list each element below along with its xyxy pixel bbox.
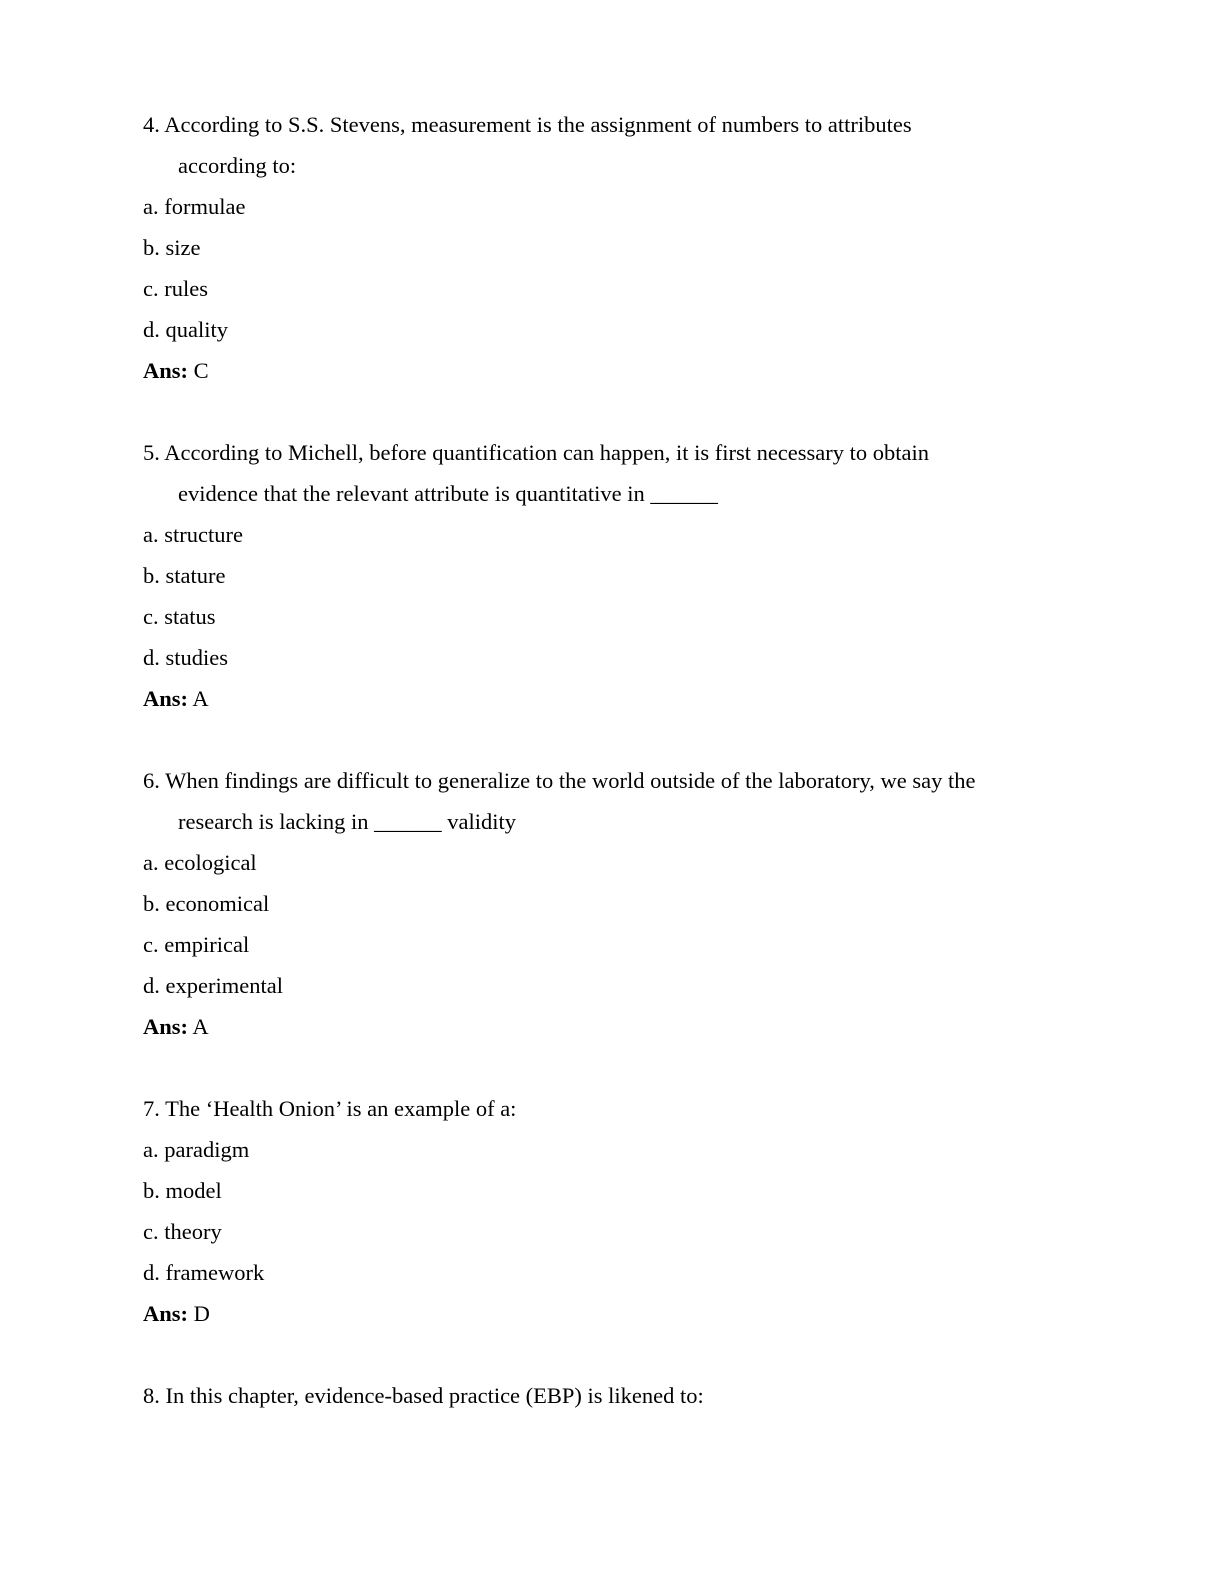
option-a: a. ecological (143, 850, 257, 875)
option-b: b. model (143, 1178, 222, 1203)
option-a: a. paradigm (143, 1137, 250, 1162)
option-c: c. theory (143, 1219, 222, 1244)
question-6 (143, 760, 1083, 1047)
question-stem: 7. The ‘Health Onion’ is an example of a: (143, 1096, 517, 1121)
question-stem: 6. When findings are difficult to generalize to the world outside of the laboratory, we say the (143, 768, 976, 793)
option-c: c. empirical (143, 932, 250, 957)
answer-value: A (188, 1014, 209, 1039)
option-d: d. experimental (143, 973, 283, 998)
answer-label: Ans: (143, 686, 189, 711)
option-b: b. size (143, 235, 201, 260)
option-b: b. stature (143, 563, 226, 588)
answer-value: D (188, 1301, 210, 1326)
option-c: c. rules (143, 276, 208, 301)
answer-label: Ans: (143, 1301, 189, 1326)
question-stem-continuation: research is lacking in ______ validity (178, 809, 517, 834)
question-stem: 8. In this chapter, evidence-based practice (EBP) is likened to: (143, 1383, 704, 1408)
question-8 (143, 1375, 1083, 1416)
option-c: c. status (143, 604, 216, 629)
option-d: d. framework (143, 1260, 265, 1285)
question-stem: 4. According to S.S. Stevens, measurement is the assignment of numbers to attributes (143, 112, 912, 137)
answer-line (143, 1006, 1083, 1047)
answer-line (143, 350, 1083, 391)
option-d: d. studies (143, 645, 229, 670)
question-stem-continuation: according to: (178, 153, 297, 178)
option-a: a. formulae (143, 194, 246, 219)
answer-label: Ans: (143, 358, 189, 383)
question-stem-continuation: evidence that the relevant attribute is quantitative in ______ (178, 481, 718, 506)
option-b: b. economical (143, 891, 270, 916)
document-page (143, 104, 1083, 1457)
question-4 (143, 104, 1083, 391)
question-5 (143, 432, 1083, 719)
answer-line (143, 678, 1083, 719)
option-a: a. structure (143, 522, 243, 547)
question-stem: 5. According to Michell, before quantification can happen, it is first necessary to obtain (143, 440, 930, 465)
answer-line (143, 1293, 1083, 1334)
question-7 (143, 1088, 1083, 1334)
option-d: d. quality (143, 317, 228, 342)
answer-value: C (188, 358, 209, 383)
answer-label: Ans: (143, 1014, 189, 1039)
answer-value: A (188, 686, 209, 711)
